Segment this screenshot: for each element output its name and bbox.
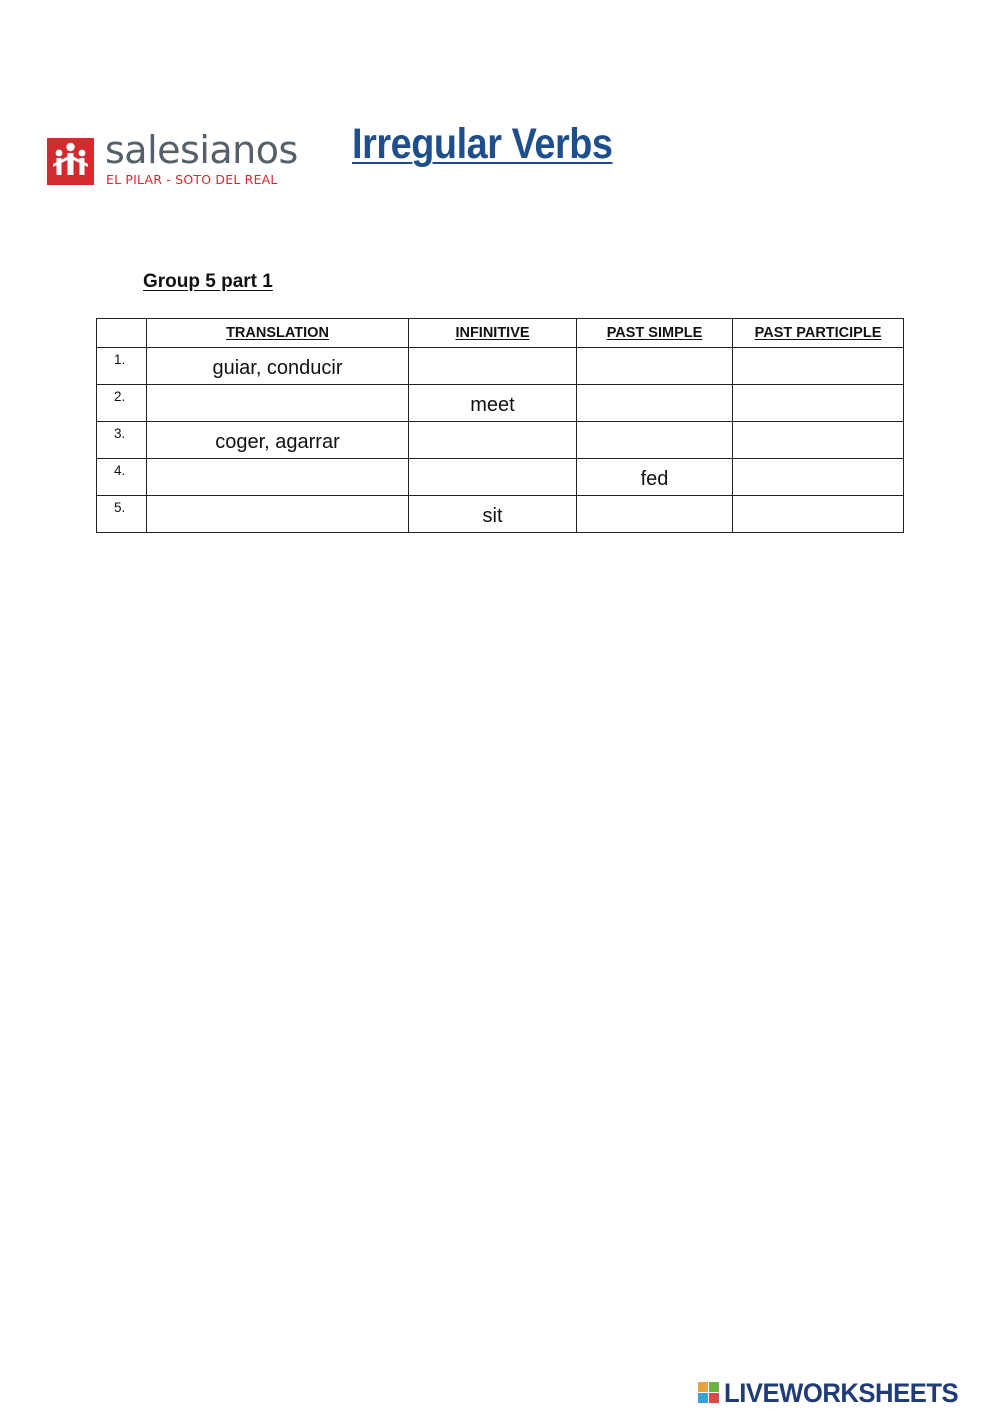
table-row (97, 422, 904, 459)
translation-cell[interactable]: coger, agarrar (147, 422, 409, 459)
liveworksheets-icon (698, 1382, 720, 1404)
past-simple-cell[interactable] (577, 422, 733, 459)
infinitive-cell[interactable] (409, 459, 577, 496)
past-simple-cell[interactable]: fed (577, 459, 733, 496)
translation-cell[interactable]: guiar, conducir (147, 348, 409, 385)
header-translation: TRANSLATION (147, 319, 409, 348)
translation-cell[interactable] (147, 459, 409, 496)
infinitive-cell[interactable] (409, 422, 577, 459)
row-number: 1. (97, 348, 147, 385)
past-participle-cell[interactable] (733, 422, 904, 459)
liveworksheets-logo (698, 1378, 998, 1408)
header-infinitive: INFINITIVE (409, 319, 577, 348)
page-title: Irregular Verbs (352, 120, 613, 168)
past-participle-cell[interactable] (733, 385, 904, 422)
row-number: 4. (97, 459, 147, 496)
past-simple-cell[interactable] (577, 385, 733, 422)
translation-cell[interactable] (147, 385, 409, 422)
past-simple-cell[interactable] (577, 496, 733, 533)
school-logo (47, 130, 307, 190)
table-row (97, 348, 904, 385)
table-row (97, 496, 904, 533)
verbs-table (96, 318, 904, 533)
brand-name: LIVEWORKSHEETS (724, 1378, 959, 1408)
row-number: 3. (97, 422, 147, 459)
infinitive-cell[interactable]: sit (409, 496, 577, 533)
row-number: 5. (97, 496, 147, 533)
infinitive-cell[interactable] (409, 348, 577, 385)
past-participle-cell[interactable] (733, 496, 904, 533)
salesianos-figures-icon (47, 138, 94, 185)
section-subtitle: Group 5 part 1 (143, 271, 273, 292)
table-header-row (97, 319, 904, 348)
past-participle-cell[interactable] (733, 348, 904, 385)
translation-cell[interactable] (147, 496, 409, 533)
table-row (97, 385, 904, 422)
infinitive-cell[interactable]: meet (409, 385, 577, 422)
row-number: 2. (97, 385, 147, 422)
past-simple-cell[interactable] (577, 348, 733, 385)
header-number (97, 319, 147, 348)
table-row (97, 459, 904, 496)
header-past-simple: PAST SIMPLE (577, 319, 733, 348)
past-participle-cell[interactable] (733, 459, 904, 496)
logo-subtitle: EL PILAR - SOTO DEL REAL (106, 172, 278, 187)
header-past-participle: PAST PARTICIPLE (733, 319, 904, 348)
logo-name: salesianos (105, 128, 298, 172)
